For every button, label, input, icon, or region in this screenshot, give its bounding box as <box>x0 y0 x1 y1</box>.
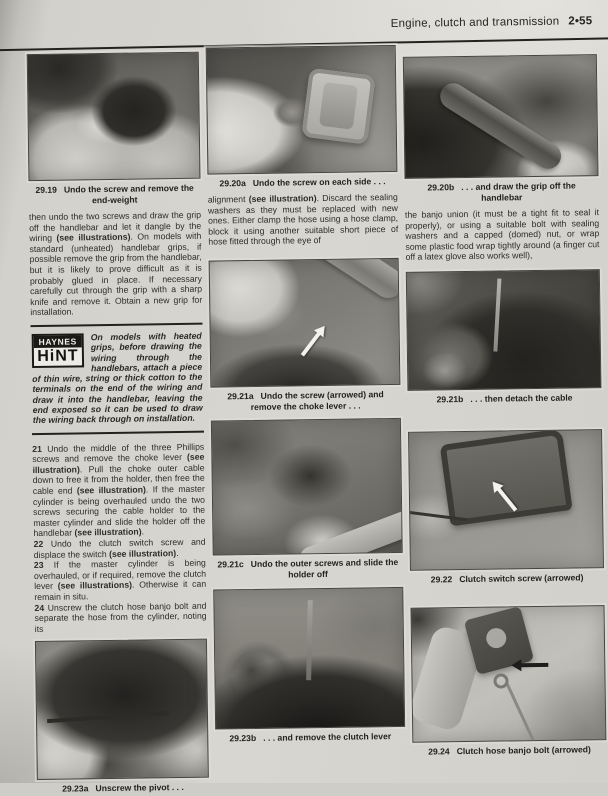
paragraph-middle-top: alignment (see illustration). Discard the sealing washers as they must be replaced with new ones. Either clamp the hose using a hose clamp, block it using another suitable short piece of hose fitted through the eye of <box>208 192 399 248</box>
columns <box>27 42 608 795</box>
photo-29-23b-clutch-lever-removal <box>213 587 405 730</box>
paragraph-step-24: 24 Unscrew the clutch hose banjo bolt and separate the hose from the cylinder, noting its <box>34 600 206 634</box>
figure-29-22 <box>408 429 604 586</box>
photo-29-21a-choke-lever-screw <box>209 258 401 388</box>
caption-text: . . . and remove the clutch lever <box>263 731 391 743</box>
caption-number: 29.21c <box>217 559 243 569</box>
photo-29-20b-grip-removal <box>403 54 599 179</box>
caption-number: 29.21a <box>227 391 253 401</box>
photo-detail-shape <box>301 68 375 144</box>
caption-number: 29.23a <box>62 784 88 794</box>
photo-detail-shape <box>505 681 536 742</box>
caption-number: 29.20a <box>219 178 245 188</box>
caption-text: Undo the screw on each side . . . <box>253 176 386 188</box>
hint-badge-brand: HAYNES <box>34 335 82 348</box>
caption-text: Undo the screw (arrowed) and remove the choke lever . . . <box>251 389 384 412</box>
hint-text: On models with heated grips, before drawing the wiring through the handlebars, attach a piece of thin wire, string or thick cotton to the terminals on the end of the wiring and draw it into the handlebar, leaving the end exposed so it can be used to draw the wiring back through on installation. <box>32 331 203 426</box>
photo-29-21c-holder-slide-off <box>211 418 403 556</box>
photo-caption <box>31 183 199 207</box>
caption-text: Clutch hose banjo bolt (arrowed) <box>457 744 591 756</box>
caption-text: Undo the outer screws and slide the holder off <box>251 557 399 580</box>
page-number: 2•55 <box>568 15 592 27</box>
caption-text: . . . then detach the cable <box>470 392 572 403</box>
caption-text: Clutch switch screw (arrowed) <box>459 572 583 584</box>
page-header <box>391 15 593 30</box>
photo-29-20a-switch-screw <box>206 45 398 175</box>
paragraph-step-21: 21 Undo the middle of the three Phillips screws and remove the choke lever (see illustration). Pull the choke outer cable down to free it from the holder, then free the cable end (see illustration). If the master cylinder is being overhauled undo the two screws securing the cable holder to the master cylinder and slide the holder off the handlebar (see illustration). <box>32 441 205 539</box>
photo-caption <box>39 782 207 795</box>
photo-detail-shape <box>279 258 400 304</box>
caption-text: Undo the screw and remove the end-weight <box>64 183 194 205</box>
figure-29-19 <box>27 52 201 207</box>
photo-detail-shape <box>296 508 403 556</box>
photo-caption <box>410 392 600 406</box>
photo-detail-shape <box>439 429 572 527</box>
photo-caption <box>407 180 597 205</box>
figure-29-20a <box>206 45 398 190</box>
photo-29-21b-cable-detach <box>406 269 602 391</box>
column-middle <box>206 45 406 793</box>
hint-badge-word: HiNT <box>34 347 82 366</box>
column-right <box>403 42 607 790</box>
paragraph-right-top: the banjo union (it must be a tight fit to seal it properly), or using a suitable bolt with sealing washers and a capped (domed) nut, or wrap some plastic food wrap tightly around (a finger cut off a latex glove also works well), <box>405 207 600 263</box>
paragraph-step-22: 22 Undo the clutch switch screw and displace the switch (see illustration). <box>33 537 205 561</box>
figure-29-21c <box>211 418 403 582</box>
figure-29-24 <box>410 605 606 758</box>
column-left <box>27 48 209 796</box>
photo-29-23a-pivot-unscrew <box>35 639 209 780</box>
photo-29-22-clutch-switch-screw <box>408 429 604 571</box>
figure-29-21b <box>406 269 602 406</box>
photo-detail-shape <box>306 600 313 680</box>
photo-29-19-end-weight-removal <box>27 52 201 181</box>
photo-detail-shape <box>47 711 169 723</box>
figure-29-23b <box>213 587 405 745</box>
caption-number: 29.23b <box>229 733 256 743</box>
chapter-title: Engine, clutch and transmission <box>391 16 560 30</box>
photo-caption <box>414 744 604 758</box>
photo-caption <box>412 572 602 586</box>
photo-caption <box>209 176 395 190</box>
figure-29-20b <box>403 54 599 205</box>
photo-caption <box>212 389 398 414</box>
photo-detail-shape <box>436 78 567 174</box>
caption-number: 29.24 <box>428 746 450 756</box>
haynes-hint-badge <box>32 333 84 368</box>
caption-number: 29.21b <box>437 394 464 404</box>
caption-text: Unscrew the pivot . . . <box>95 782 183 793</box>
arrow-icon <box>301 332 321 357</box>
caption-number: 29.20b <box>427 182 454 192</box>
figure-29-21a <box>209 258 401 414</box>
photo-caption <box>215 557 401 582</box>
figure-29-23a <box>35 639 209 795</box>
arrow-icon <box>520 663 548 667</box>
photo-caption <box>217 731 403 745</box>
haynes-hint-box <box>31 323 205 435</box>
paragraph-step-23: 23 If the master cylinder is being overhauled, or if required, remove the clutch lever (see illustrations). Otherwise it can remain in situ. <box>34 558 207 603</box>
photo-29-24-banjo-bolt <box>410 605 606 743</box>
caption-number: 29.22 <box>431 574 453 584</box>
caption-text: . . . and draw the grip off the handlebar <box>461 180 576 202</box>
caption-number: 29.19 <box>35 185 57 195</box>
photo-detail-shape <box>494 278 502 351</box>
paragraph-intro: then undo the two screws and draw the grip off the handlebar and let it dangle by the wiring (see illustrations). On models with standard (unheated) handlebar grips, if possible remove the grip from the handlebar, but it is likely to prove difficult as it is probably glued in place. If necessary carefully cut through the grip with a sharp knife and remove it. Obtain a new grip for installation. <box>29 210 202 318</box>
